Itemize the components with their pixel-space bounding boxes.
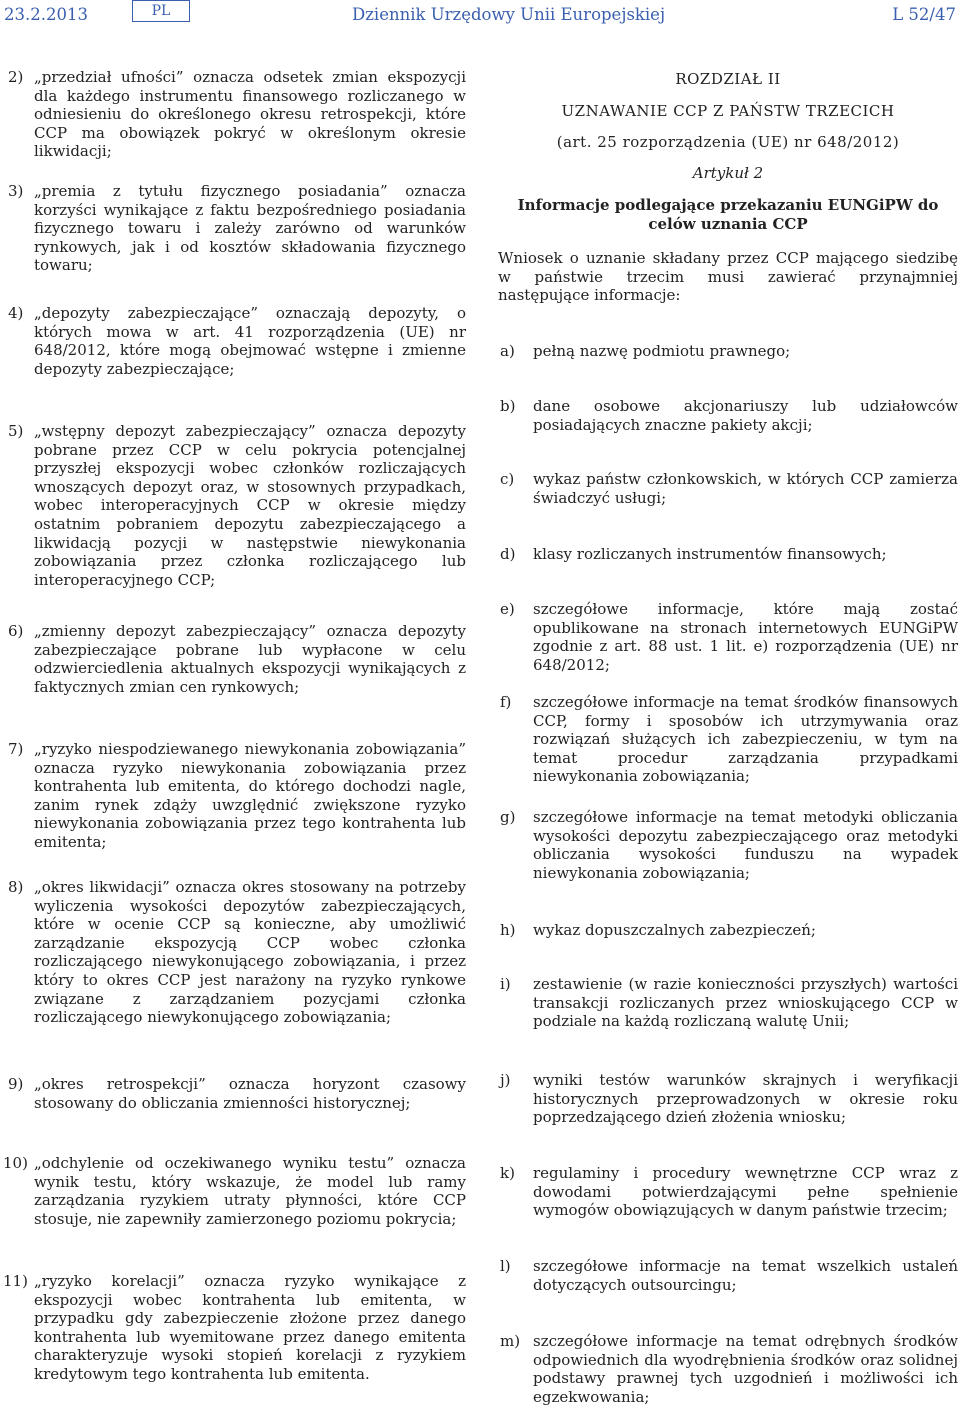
item-text: szczegółowe informacje na temat wszelkich ustaleń dotyczących outsourcingu; <box>533 1257 958 1294</box>
item-letter: g) <box>500 808 516 826</box>
item-number: 3) <box>8 182 24 200</box>
item-number: 4) <box>8 304 24 322</box>
article-number: Artykuł 2 <box>692 164 764 182</box>
item-text: zestawienie (w razie konieczności przyszłych) wartości transakcji rozliczanych przez wnioskującego CCP w podziale na każdą rozliczaną walutę Unii; <box>533 975 958 1031</box>
definition-item <box>0 422 466 589</box>
item-text: wyniki testów warunków skrajnych i weryfikacji historycznych przeprowadzonych w okresie roku poprzedzającego dzień złożenia wniosku; <box>533 1071 958 1127</box>
item-letter: h) <box>500 921 516 939</box>
item-text: szczegółowe informacje na temat metodyki obliczania wysokości depozytu zabezpieczającego oraz metodyki obliczania wysokości funduszu na wypadek niewykonania zobowiązania; <box>533 808 958 882</box>
item-letter: m) <box>500 1332 521 1350</box>
definition-item <box>0 1272 466 1384</box>
item-text: pełną nazwę podmiotu prawnego; <box>533 342 791 360</box>
item-text: „okres retrospekcji” oznacza horyzont czasowy stosowany do obliczania zmienności historycznej; <box>34 1075 466 1112</box>
item-number: 5) <box>8 422 24 440</box>
definition-item <box>0 304 466 378</box>
item-letter: l) <box>500 1257 511 1275</box>
list-item <box>498 1071 958 1127</box>
item-number: 6) <box>8 622 24 640</box>
list-item <box>498 1164 958 1220</box>
list-item <box>498 1332 958 1406</box>
definition-item <box>0 878 466 1027</box>
item-text: „depozyty zabezpieczające” oznaczają depozyty, o których mowa w art. 41 rozporządzenia (UE) nr 648/2012, które mogą obejmować wstępne i zmienne depozyty zabezpieczające; <box>34 304 466 378</box>
journal-title: Dziennik Urzędowy Unii Europejskiej <box>352 5 666 24</box>
item-text: „ryzyko niespodziewanego niewykonania zobowiązania” oznacza ryzyko niewykonania zobowiązania przez kontrahenta lub emitenta, do którego dochodzi nagle, zanim rynek zdąży uwzględnić zwiększone ryzyko niewykonania zobowiązania przez tego kontrahenta lub emitenta; <box>34 740 466 851</box>
list-item <box>498 600 958 674</box>
definition-item <box>0 740 466 852</box>
item-text: klasy rozliczanych instrumentów finansowych; <box>533 545 887 563</box>
item-text: „ryzyko korelacji” oznacza ryzyko wynikające z ekspozycji wobec kontrahenta lub emitenta, w przypadku gdy zabezpieczenie złożone przez danego kontrahenta lub wyemitowane przez danego emitenta charakteryzuje wysoki stopień korelacji z ryzykiem kredytowym tego kontrahenta lub emitenta. <box>34 1272 466 1383</box>
language-badge: PL <box>132 0 190 22</box>
item-number: 11) <box>3 1272 28 1290</box>
definition-item <box>0 68 466 161</box>
item-letter: j) <box>500 1071 511 1089</box>
item-letter: e) <box>500 600 515 618</box>
item-text: „wstępny depozyt zabezpieczający” oznacza depozyty pobrane przez CCP w celu pokrycia potencjalnej przyszłej ekspozycji wobec członków rozliczających wnoszących depozyt oraz, w stosownych przypadkach, wobec interoperacyjnych CCP w okresie między ostatnim pobraniem depozytu zabezpieczającego a likwidacją pozycji w następstwie niewykonania zobowiązania przez członka rozliczającego lub interoperacyjnego CCP; <box>34 422 466 589</box>
page-header <box>0 0 960 40</box>
chapter-number: ROZDZIAŁ II <box>675 70 781 88</box>
item-text: dane osobowe akcjonariuszy lub udziałowców posiadających znaczne pakiety akcji; <box>533 397 958 434</box>
definition-item <box>0 1075 466 1112</box>
list-item <box>498 921 958 940</box>
item-text: wykaz dopuszczalnych zabezpieczeń; <box>533 921 816 939</box>
chapter-title: UZNAWANIE CCP Z PAŃSTW TRZECICH <box>561 102 895 120</box>
item-number: 8) <box>8 878 24 896</box>
publication-date: 23.2.2013 <box>4 5 88 24</box>
item-text: „przedział ufności” oznacza odsetek zmian ekspozycji dla każdego instrumentu finansowego rozliczanego w odniesieniu do określonego okresu retrospekcji, które CCP ma obowiązek pokryć w określonym okresie likwidacji; <box>34 68 466 161</box>
list-item <box>498 975 958 1031</box>
article-intro: Wniosek o uznanie składany przez CCP mającego siedzibę w państwie trzecim musi zawierać przynajmniej następujące informacje: <box>498 249 958 305</box>
list-item <box>498 693 958 786</box>
list-item <box>498 1257 958 1294</box>
item-number: 10) <box>3 1154 28 1172</box>
item-text: wykaz państw członkowskich, w których CCP zamierza świadczyć usługi; <box>533 470 958 507</box>
item-letter: a) <box>500 342 515 360</box>
item-letter: c) <box>500 470 515 488</box>
item-text: „okres likwidacji” oznacza okres stosowany na potrzeby wyliczenia wysokości depozytów zabezpieczających, które w ocenie CCP są konieczne, aby umożliwić zarządzanie ekspozycją CCP wobec członka rozliczającego niewykonującego zobowiązania, i przez który to okres CCP jest narażony na ryzyko rynkowe związane z zarządzaniem pozycjami członka rozliczającego niewykonującego zobowiązania; <box>34 878 466 1027</box>
definition-item <box>0 622 466 696</box>
item-text: regulaminy i procedury wewnętrzne CCP wraz z dowodami potwierdzającymi pełne spełnienie wymogów obowiązujących w danym państwie trzecim; <box>533 1164 958 1220</box>
page-reference: L 52/47 <box>892 5 956 24</box>
chapter-reference: (art. 25 rozporządzenia (UE) nr 648/2012) <box>556 133 900 151</box>
list-item <box>498 545 958 564</box>
item-letter: f) <box>500 693 512 711</box>
item-letter: d) <box>500 545 516 563</box>
item-text: szczegółowe informacje, które mają zostać opublikowane na stronach internetowych EUNGiPW zgodnie z art. 88 ust. 1 lit. e) rozporządzenia (UE) nr 648/2012; <box>533 600 958 674</box>
list-item <box>498 470 958 507</box>
item-text: „odchylenie od oczekiwanego wyniku testu” oznacza wynik testu, który wskazuje, że model lub ramy zarządzania ryzykiem utraty płynności, które CCP stosuje, nie zapewniły zamierzonego poziomu pokrycia; <box>34 1154 466 1228</box>
definition-item <box>0 1154 466 1228</box>
definition-item <box>0 182 466 275</box>
list-item <box>498 397 958 434</box>
item-letter: k) <box>500 1164 515 1182</box>
list-item <box>498 808 958 882</box>
item-text: „premia z tytułu fizycznego posiadania” oznacza korzyści wynikające z faktu bezpośredniego posiadania fizycznego towaru i zależy zarówno od warunków rynkowych, jak i od kosztów składowania fizycznego towaru; <box>34 182 466 275</box>
item-text: „zmienny depozyt zabezpieczający” oznacza depozyty zabezpieczające pobrane lub wypłacone w celu odzwierciedlenia aktualnych ekspozycji wynikających z faktycznych zmian cen rynkowych; <box>34 622 466 696</box>
item-letter: b) <box>500 397 516 415</box>
item-number: 9) <box>8 1075 24 1093</box>
item-number: 7) <box>8 740 24 758</box>
item-number: 2) <box>8 68 24 86</box>
item-letter: i) <box>500 975 511 993</box>
list-item <box>498 342 958 361</box>
article-title: Informacje podlegające przekazaniu EUNGiPW do celów uznania CCP <box>517 196 939 233</box>
item-text: szczegółowe informacje na temat odrębnych środków odpowiednich dla wyodrębnienia środków oraz solidnej podstawy prawnej tych uzgodnień i możliwości ich egzekwowania; <box>533 1332 958 1406</box>
item-text: szczegółowe informacje na temat środków finansowych CCP, formy i sposobów ich utrzymywania oraz rozwiązań służących ich zabezpieczeniu, w tym na temat procedur zarządzania przypadkami niewykonania zobowiązania; <box>533 693 958 786</box>
